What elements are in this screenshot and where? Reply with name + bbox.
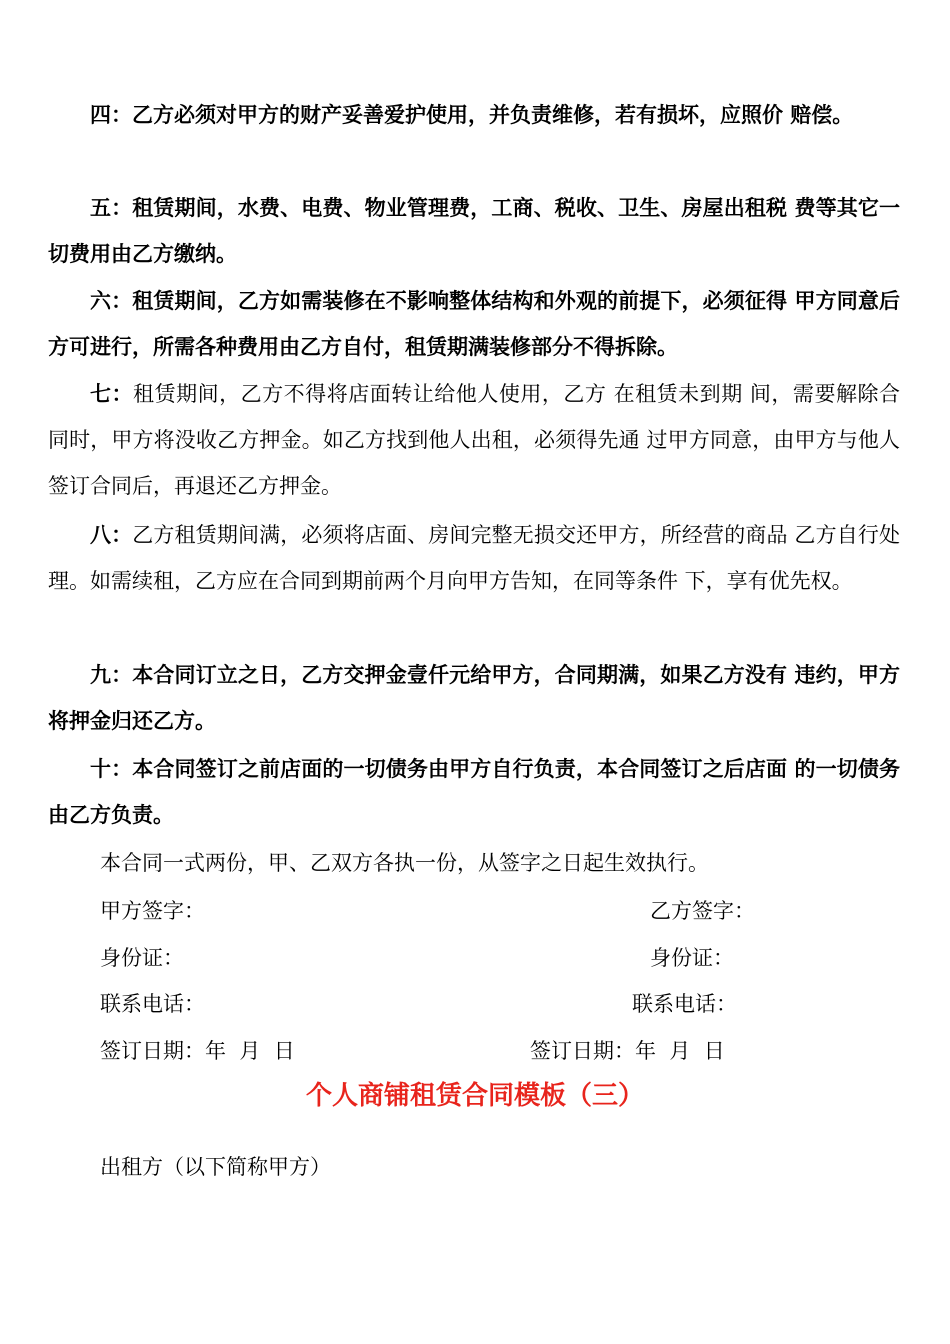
clause-text: 乙方租赁期间满，必须将店面、房间完整无损交还甲方，所经营的商品 乙方自行处理。如需续租，乙方应在合同到期前两个月向甲方告知，在同等条件 下，享有优先权。 (48, 523, 900, 593)
clause-6 (48, 278, 900, 370)
clause-text: 租赁期间，乙方如需装修在不影响整体结构和外观的前提下，必须征得 甲方同意后方可进行，所需各种费用由乙方自付，租赁期满装修部分不得拆除。 (48, 288, 900, 359)
party-b-date-label: 签订日期：年 月 日 (530, 1039, 725, 1063)
lessor-line: 出租方（以下简称甲方） (100, 1155, 331, 1179)
clause-8 (48, 512, 900, 604)
party-a-phone-label: 联系电话： (100, 992, 205, 1016)
clause-text: 乙方必须对甲方的财产妥善爱护使用，并负责维修，若有损坏，应照价 赔偿。 (132, 102, 854, 127)
party-b-id-label: 身份证： (650, 946, 734, 970)
party-a-id-label: 身份证： (100, 946, 184, 970)
clause-5 (48, 185, 900, 277)
party-a-signature-label: 甲方签字： (100, 899, 205, 923)
clause-label: 十： (90, 756, 133, 781)
party-a-date-label: 签订日期：年 月 日 (100, 1039, 295, 1063)
clause-7 (48, 371, 900, 509)
clause-text: 本合同签订之前店面的一切债务由甲方自行负责，本合同签订之后店面 的一切债务由乙方负责。 (48, 756, 900, 827)
clause-4 (48, 92, 900, 138)
party-b-phone-label: 联系电话： (632, 992, 737, 1016)
clause-text: 租赁期间，水费、电费、物业管理费，工商、税收、卫生、房屋出租税 费等其它一切费用由乙方缴纳。 (48, 195, 900, 266)
clause-label: 六： (90, 288, 133, 313)
copies-note: 本合同一式两份，甲、乙双方各执一份，从签字之日起生效执行。 (100, 851, 709, 875)
clause-text: 租赁期间，乙方不得将店面转让给他人使用，乙方 在租赁未到期 间，需要解除合同时，甲方将没收乙方押金。如乙方找到他人出租，必须得先通 过甲方同意，由甲方与他人签订合同后，再退还乙方押金。 (48, 382, 901, 498)
clause-label: 八： (90, 522, 133, 547)
party-b-signature-label: 乙方签字： (650, 899, 755, 923)
clause-label: 七： (90, 381, 134, 406)
clause-label: 五： (90, 195, 133, 220)
clause-9 (48, 652, 900, 744)
clause-label: 四： (90, 102, 132, 127)
next-contract-title: 个人商铺租赁合同模板（三） (305, 1081, 644, 1111)
clause-10 (48, 746, 900, 838)
clause-label: 九： (90, 662, 133, 687)
clause-text: 本合同订立之日，乙方交押金壹仟元给甲方，合同期满，如果乙方没有 违约，甲方将押金归还乙方。 (48, 662, 900, 733)
